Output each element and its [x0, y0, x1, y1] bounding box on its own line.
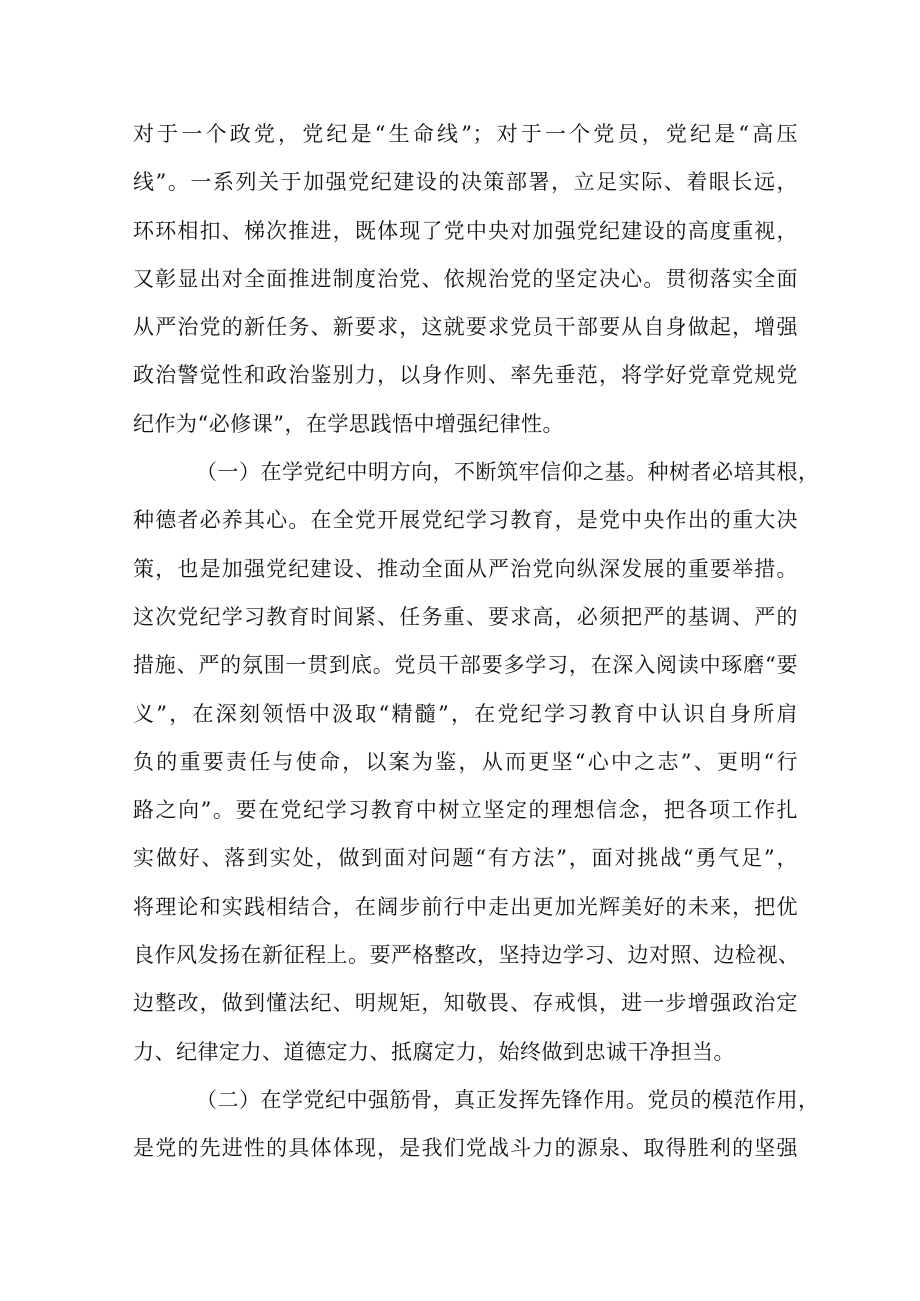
paragraph-line: 这次党纪学习教育时间紧、任务重、要求高，必须把严的基调、严的 — [133, 604, 798, 629]
paragraph-line: 环环相扣、梯次推进，既体现了党中央对加强党纪建设的高度重视， — [133, 218, 798, 243]
section-heading-line: （二）在学党纪中强筋骨，真正发挥先锋作用。党员的模范作用， — [196, 1087, 820, 1112]
paragraph-line: 路之向”。要在党纪学习教育中树立坚定的理想信念，把各项工作扎 — [133, 798, 798, 823]
paragraph-line: 实做好、落到实处，做到面对问题“有方法”，面对挑战“勇气足”， — [133, 846, 798, 871]
section-heading-line: （一）在学党纪中明方向，不断筑牢信仰之基。种树者必培其根， — [196, 460, 820, 485]
paragraph-line: 对于一个政党，党纪是“生命线”；对于一个党员，党纪是“高压 — [133, 122, 798, 146]
paragraph-line: 义”，在深刻领悟中汲取“精髓”，在党纪学习教育中认识自身所肩 — [133, 701, 798, 726]
paragraph-line: 从严治党的新任务、新要求，这就要求党员干部要从自身做起，增强 — [133, 315, 798, 340]
paragraph-line: 又彰显出对全面推进制度治党、依规治党的坚定决心。贯彻落实全面 — [133, 266, 798, 291]
paragraph-line: 种德者必养其心。在全党开展党纪学习教育，是党中央作出的重大决 — [133, 508, 798, 533]
paragraph-line: 良作风发扬在新征程上。要严格整改，坚持边学习、边对照、边检视、 — [133, 943, 800, 968]
paragraph-section-1 — [133, 448, 820, 1076]
paragraph-line: 政治警觉性和政治鉴别力，以身作则、率先垂范，将学好党章党规党 — [133, 363, 798, 388]
paragraph-line: 负的重要责任与使命，以案为鉴，从而更坚“心中之志”、更明“行 — [133, 749, 798, 774]
paragraph-line: 边整改，做到懂法纪、明规矩，知敬畏、存戒惧，进一步增强政治定 — [133, 991, 798, 1016]
paragraph-line: 措施、严的氛围一贯到底。党员干部要多学习，在深入阅读中琢磨“要 — [133, 653, 798, 678]
paragraph-section-2 — [133, 1076, 820, 1173]
paragraph-intro — [133, 110, 798, 448]
paragraph-line: 将理论和实践相结合，在阔步前行中走出更加光辉美好的未来，把优 — [133, 894, 798, 919]
paragraph-line: 是党的先进性的具体体现，是我们党战斗力的源泉、取得胜利的坚强 — [133, 1136, 798, 1161]
paragraph-line: 线”。一系列关于加强党纪建设的决策部署，立足实际、着眼长远， — [133, 170, 798, 195]
document-body — [133, 110, 820, 1173]
paragraph-line: 策，也是加强党纪建设、推动全面从严治党向纵深发展的重要举措。 — [133, 556, 798, 581]
paragraph-line: 纪作为“必修课”，在学思践悟中增强纪律性。 — [133, 411, 564, 436]
paragraph-line: 力、纪律定力、道德定力、抵腐定力，始终做到忠诚干净担当。 — [133, 1039, 735, 1064]
